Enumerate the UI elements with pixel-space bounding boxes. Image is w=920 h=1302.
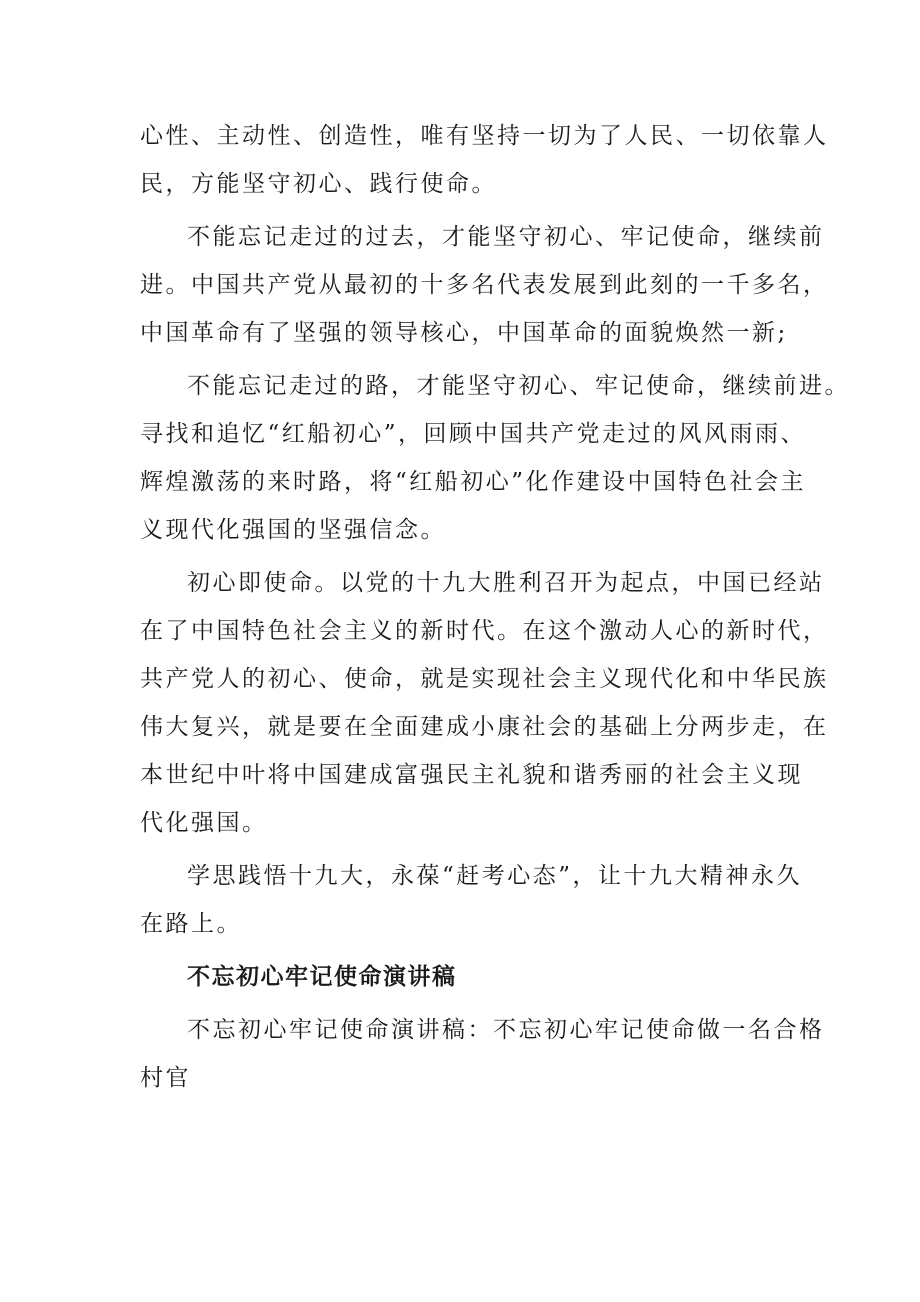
document-body: [140, 112, 850, 1102]
text-line: 学思践悟十九大，永葆“赶考心态”，让十九大精神永久: [187, 863, 803, 889]
text-line: 本世纪中叶将中国建成富强民主礼貌和谐秀丽的社会主义现: [140, 762, 803, 788]
text-line: 辉煌激荡的来时路，将“红船初心”化作建设中国特色社会主: [140, 469, 807, 495]
paragraph: [140, 213, 829, 357]
text-line: 初心即使命。以党的十九大胜利召开为起点，中国已经站: [187, 570, 825, 596]
paragraph: [140, 112, 829, 208]
paragraph: [140, 559, 829, 847]
text-line: 中国革命有了坚强的领导核心，中国革命的面貌焕然一新;: [140, 320, 788, 346]
paragraph: [140, 362, 850, 554]
heading-text: 不忘初心牢记使命演讲稿: [187, 964, 457, 990]
text-line: 在了中国特色社会主义的新时代。在这个激动人心的新时代，: [140, 618, 829, 644]
text-line: 进。中国共产党从最初的十多名代表发展到此刻的一千多名，: [140, 272, 829, 298]
text-line: 民，方能坚守初心、践行使命。: [140, 171, 497, 197]
text-line: 共产党人的初心、使命，就是实现社会主义现代化和中华民族: [140, 666, 829, 692]
text-line: 伟大复兴，就是要在全面建成小康社会的基础上分两步走，在: [140, 714, 829, 740]
text-line: 寻找和追忆“红船初心”，回顾中国共产党走过的风风雨雨、: [140, 421, 807, 447]
text-line: 义现代化强国的坚强信念。: [140, 517, 446, 543]
text-line: 代化强国。: [140, 810, 268, 836]
text-line: 村官: [140, 1065, 191, 1091]
text-line: 心性、主动性、创造性，唯有坚持一切为了人民、一切依靠人: [140, 123, 829, 149]
section-heading: [140, 953, 790, 1001]
text-line: 不忘初心牢记使命演讲稿：不忘初心牢记使命做一名合格: [187, 1017, 825, 1043]
paragraph: [140, 1006, 825, 1102]
paragraph: [140, 852, 803, 948]
text-line: 不能忘记走过的路，才能坚守初心、牢记使命，继续前进。: [187, 373, 850, 399]
text-line: 不能忘记走过的过去，才能坚守初心、牢记使命，继续前: [187, 224, 825, 250]
text-line: 在路上。: [140, 911, 242, 937]
